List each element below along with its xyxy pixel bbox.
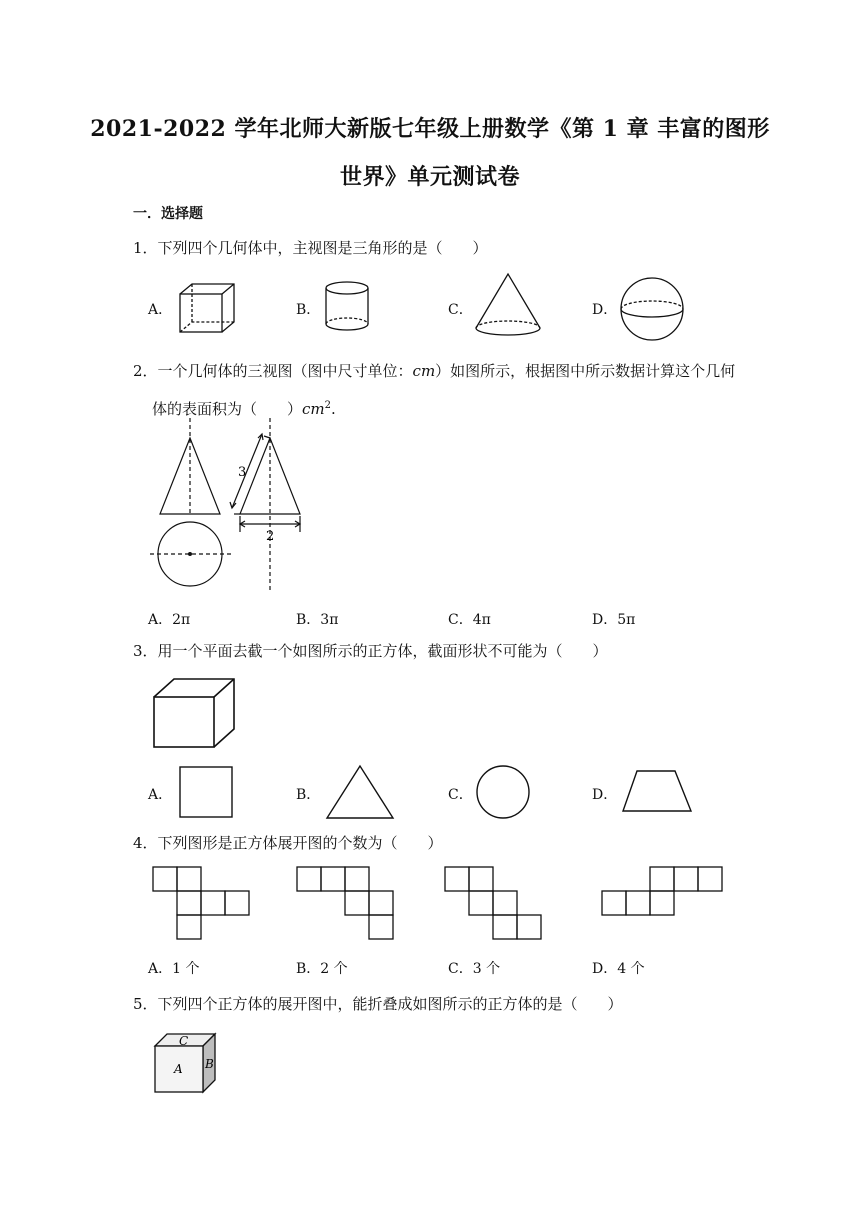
cube-net-figure-4 bbox=[601, 866, 725, 920]
q3-option-c: C． bbox=[448, 787, 473, 803]
q1-option-a: A． bbox=[148, 302, 173, 318]
q2-option-c: C．4π bbox=[448, 612, 491, 628]
q2-option-a: A．2π bbox=[148, 612, 191, 628]
question-3-stem: 3．用一个平面去截一个如图所示的正方体，截面形状不可能为（ ） bbox=[133, 642, 608, 660]
section-heading: 一．选择题 bbox=[133, 206, 203, 222]
question-5-stem: 5．下列四个正方体的展开图中，能折叠成如图所示的正方体的是（ ） bbox=[133, 995, 623, 1013]
q2-unit-2: cm bbox=[302, 400, 325, 418]
q2-period: . bbox=[331, 400, 336, 418]
question-2-stem-line-2 bbox=[152, 396, 336, 419]
q1-option-d: D． bbox=[592, 302, 618, 318]
cube-net-figure-2 bbox=[296, 866, 396, 942]
question-4-stem: 4．下列图形是正方体展开图的个数为（ ） bbox=[133, 834, 443, 852]
labeled-cube-figure bbox=[152, 1030, 218, 1094]
q2-stem-tail: ）如图所示，根据图中所示数据计算这个几何 bbox=[435, 362, 736, 380]
q2-superscript: 2 bbox=[324, 400, 332, 411]
q2-stem-text: 2．一个几何体的三视图（图中尺寸单位： bbox=[133, 362, 413, 380]
cone-icon bbox=[472, 272, 544, 338]
circle-icon bbox=[475, 764, 531, 820]
q4-option-d: D．4 个 bbox=[592, 961, 645, 977]
q4-option-b: B．2 个 bbox=[296, 961, 348, 977]
cube-face-side-label: B bbox=[205, 1057, 214, 1071]
slant-dimension-label: 3 bbox=[238, 465, 247, 480]
cube-net-figure-3 bbox=[444, 866, 544, 942]
q1-option-c: C． bbox=[448, 302, 473, 318]
square-icon bbox=[178, 765, 234, 819]
q2-option-d: D．5π bbox=[592, 612, 636, 628]
q1-option-b: B． bbox=[296, 302, 321, 318]
q4-option-a: A．1 个 bbox=[148, 961, 200, 977]
q3-option-a: A． bbox=[148, 787, 173, 803]
cube-face-front-label: A bbox=[174, 1062, 183, 1076]
cube-face-top-label: C bbox=[179, 1034, 189, 1048]
q2-stem-line-2-text: 体的表面积为（ ） bbox=[152, 400, 303, 418]
cylinder-icon bbox=[322, 280, 372, 336]
q2-unit: cm bbox=[412, 362, 436, 380]
q4-option-c: C．3 个 bbox=[448, 961, 501, 977]
trapezoid-icon bbox=[621, 769, 693, 813]
q2-option-b: B．3π bbox=[296, 612, 339, 628]
q3-option-d: D． bbox=[592, 787, 618, 803]
page-title-line-1: 2021-2022 学年北师大新版七年级上册数学《第 1 章 丰富的图形 bbox=[90, 116, 770, 142]
base-dimension-label: 2 bbox=[266, 529, 275, 544]
page-title-line-2: 世界》单元测试卷 bbox=[339, 164, 520, 190]
cube-net-figure-1 bbox=[152, 866, 252, 942]
q3-option-b: B． bbox=[296, 787, 321, 803]
sphere-icon bbox=[619, 276, 685, 342]
cube-icon bbox=[178, 282, 238, 334]
question-2-stem-line-1 bbox=[133, 361, 735, 381]
triangle-icon bbox=[325, 764, 395, 820]
cube-icon bbox=[152, 677, 236, 749]
question-1-stem: 1．下列四个几何体中，主视图是三角形的是（ ） bbox=[133, 239, 488, 257]
three-view-diagram bbox=[150, 418, 310, 598]
